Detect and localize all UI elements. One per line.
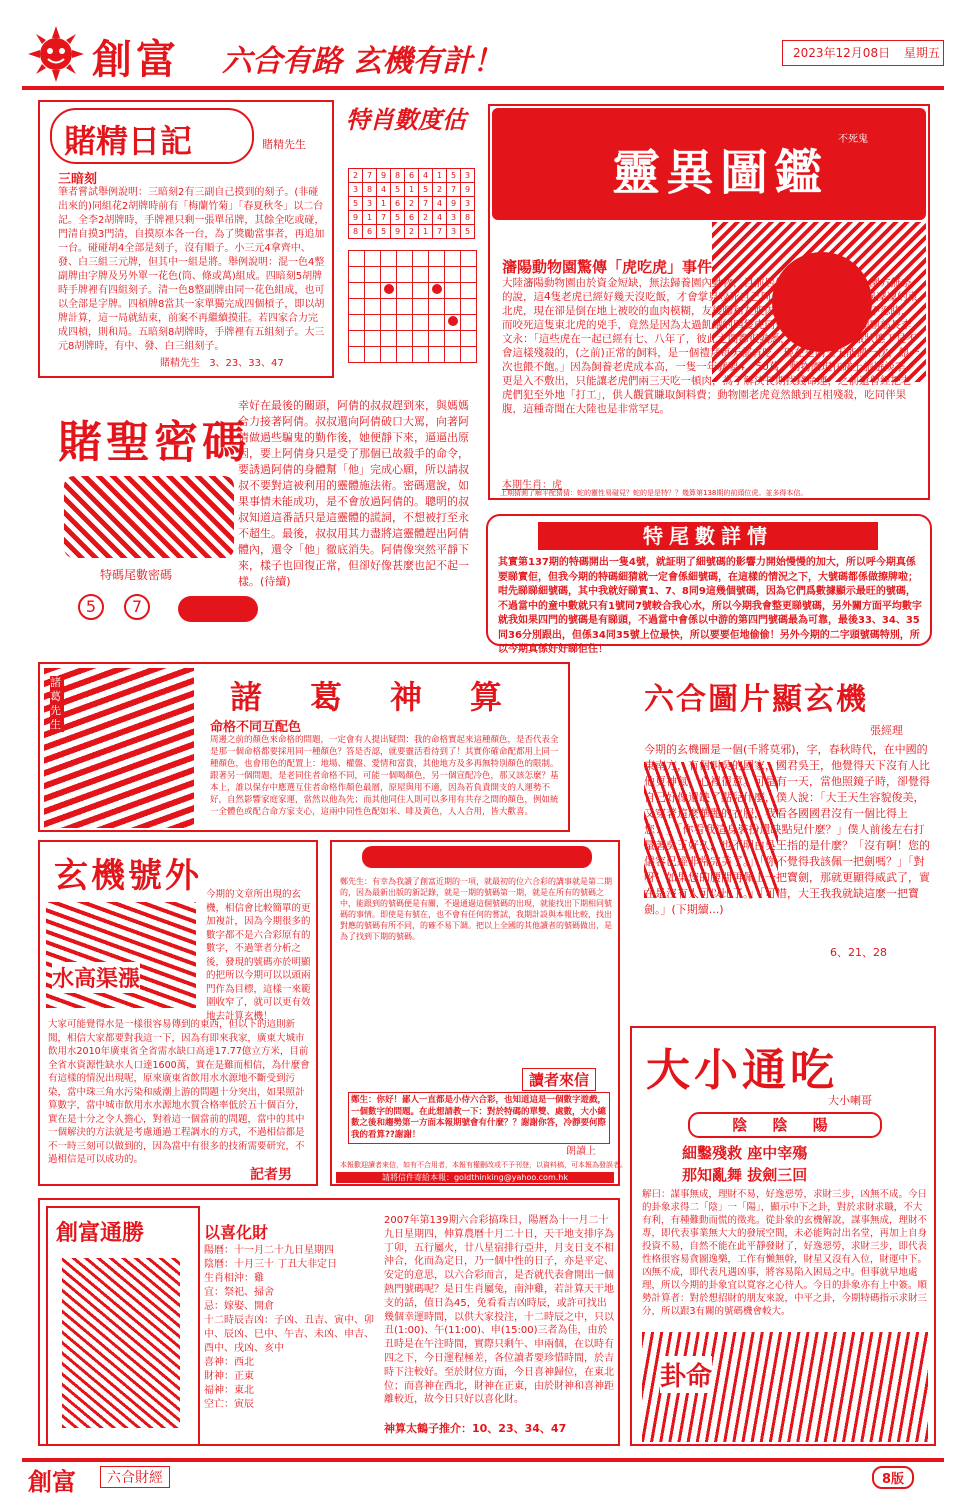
big-eat-title: 大小通吃: [646, 1045, 838, 1096]
diary-body: 筆者嘗試舉例說明：三暗刻2有三副自己摸到的刻子。(非碰出來的)同組花2胡牌時前有「梅蘭竹菊」「春夏秋冬」以二台記。全李2胡牌時，手牌裡只剩一張單吊牌，其餘全吃或碰，門清自摸3門清，自摸原本各一台，為了獎勵當事者，再追加一台。碰碰胡4全部是刻子，沒有順子。小三元4拿齊中、發、白三組三元牌，但其中一組是將。舉例說明：混一色4整副牌由字牌及另外單一花色(筒、條或萬)組成。四暗刻5胡牌時手牌裡有四組刻子。清一色8整副牌由同一花色組成，也可以全部是字牌。四槓牌8當其一家單獨完成四個槓子，即以胡牌計算，這一局就結束，前案不再繼續摸莊。若四家合力完成四槓，則和局。五暗刻8胡牌時，手牌裡有五組刻子。大三元8胡牌時，有中、發、白三組刻子。: [58, 187, 325, 352]
almanac-row: 生肖相沖：雞: [204, 1273, 264, 1284]
almanac-figure: [62, 1258, 180, 1428]
liuhe-body: 今期的玄機圖是一個(千將莫邪)，字，春秋時代，在中國的東南方，有個叫吳的國家，國君吳王，他覺得天下沒有人比他更神氣，心裡很意。可是有一天，當他照鏡子時，卻覺得自己好像還缺了點兒什麼，僕人說：「大王天生容貌俊美，又穿著這麼華麗的衣服，我看各國國君沒有一個比得上您！」「你看我這身裝扮還缺點兒什麼？」僕人前後左右打量著吳王好久，也不明白吳王指的是什麼？「沒有啊！您的儀容已經非常完美了。」「你不覺得我該佩一把劍嗎？」「對呀！如果您的腰間再佩上一把寶劍，那就更顯得威武了，實在是沒有人可以比了。」「可惜，大王我我就缺這麼一把寶劍。」(下期續...): [644, 743, 930, 916]
diary-footer: [160, 354, 284, 369]
almanac-row: 喜神：西北: [204, 1357, 254, 1368]
gamble-number-2: 7: [124, 594, 150, 620]
tewei-box: [486, 514, 932, 655]
xicai-title: 以喜化財: [204, 1223, 269, 1242]
ghost-box: [488, 104, 930, 500]
readers-title: 讀者來信: [522, 1068, 596, 1091]
xuanji-body-top: 今期的文章所出現的玄機，相信會比較簡單的更加複計，因為今期很多的數字都不是六合彩原有的數字，不過筆者分析之後，發現的號碼亦於明顯的把所以今期可以以頭兩門作為目標，這樣一來範圍收窄了，就可以更有效地去計算玄機！: [206, 889, 311, 1022]
diary-box: [38, 100, 334, 378]
footer-brand: 創富: [28, 1467, 76, 1496]
readers-banner: [362, 846, 592, 868]
big-eat-verse-1: 細鑿殘救 座中宰殤: [682, 1144, 808, 1162]
liuhe-numbers: 6、21、28: [830, 946, 887, 959]
xicai-numbers: 神算太鶴子推介：10、23、34、47: [384, 1422, 567, 1435]
gamble-panel: [38, 392, 478, 642]
liuhe-author: 張經理: [870, 724, 903, 737]
xuanji-signature: 記者男: [250, 1167, 292, 1183]
gamble-caption: 特碼尾數密碼: [100, 568, 173, 582]
diary-signature: 賭精先生: [160, 358, 200, 369]
big-eat-body: 解曰：謀事無成，理財不易，好逸惡勞，求財三步，凶無不成。今日的卦象求得二「陰」一「陽」，顯示中下之卦，對於求財求職，不大有利，有種難動而慌的徵兆。從卦象的玄機解說，謀事無成，理財不專，即代表事業無大大的發展空間，未必能夠討出名堂，再加上自身投資不易，自然不能在此平靜發財了，好逸惡勞，求財三步，即代表性格很容易貪圖逸樂，工作有懶無幹，財星又沒有入位，財運中下。凶無不成，即代表凡遇凶事，將容易陷入困局之中。但事就早地處理，所以今期的卦象宜以寬容之心待人。今日的卦象亦有上中簽。順勢計算者：對於想招財的朋友來說，中平之卦，今期特碼指示求財三分，所以跟3有關的號碼機會較大。: [642, 1189, 928, 1317]
ghost-body: 大陸瀋陽動物園由於資金短缺，無法歸養園內動物，目前居然發生虎吃虎事件。園方無奈的說，這4隻老虎已經好幾天沒吃飯，才會掌見咬死自己同伴充飢。平常總是威風凜凜的東北虎，現在卻是倒在地上被咬的血肉模糊，友後腳和左腹內臟手都不見，死狀慘不忍睹，而咬死這隻東北虎的兇手，竟然是因為太過飢餓的四隻虎同伴。瀋陽動物園管理副部長李文永：「這些虎在一起已經有七、八年了，彼此之間都很熟悉，如果不是在飢餓狀態下是不會這樣殘殺的，(之前)正常的飼料，是一個禮拜每天都有吃，現在是兩三天能餵一次，餵一次也餵不飽。」因為飼養老虎成本高，一隻一年就要4、50萬，動物園現在碰上旅遊淡季，更是入不敷出，只能讓老虎們兩三天吃一頓肉，為了解決長期找錢命運，之前還曾經把老虎們犯至外地「打工」，供人觀賞賺取飼料費；動物園老虎竟然餓到互相殘殺，吃同伴果腹，這種奇聞在大陸也是非常罕見。: [502, 277, 920, 415]
tewei-body: 其實第137期的特碼開出一隻4號，就証明了細號碼的影響力開始慢慢的加大，所以呼今期真係要睇實佢，但我今期的特碼細猜就一定會係細號碼，在這樣的情況之下，大號碼都係做擦牌啦；咁先睇睇細號碼，其中我就好睇實1、7、8同9這幾個號碼，因為它們爲數據顯示最旺的號碼，不過當中的童中數就只有1號同7號較合我心水，所以今期我會整更睇號碼，另外關方面平均數字就我如果四門的號碼是有睇頭，不過當中會係以中游的第四門號碼最為可靠，最後33、34、35同36分別跟出，但係34同35號上位最快，所以要要佢地偷偷！另外今期的二字頭號碼特別，所以今期真係好好睇佢住！: [498, 557, 922, 655]
header-date: 2023年12月08日: [793, 46, 891, 60]
big-eat-image: [642, 1332, 928, 1442]
header-weekday: 星期五: [903, 46, 940, 60]
gamble-title: 賭聖密碼: [58, 417, 250, 468]
sun-logo-icon: [26, 24, 86, 82]
ghost-banner: [492, 108, 926, 220]
almanac-row: 財神：正東: [204, 1371, 254, 1382]
readers-highlight: 鄭生：你好！鄙人一直都是小侍六合彩，也知道這是一個數字遊戲，一個數字的問題。在此想請教一下：對於特碼的單雙、處數，大小總數之後和趨勢第一方面本報期號會有什麼？？謝謝你答，冷靜要何際我的看算??謝謝！: [348, 1092, 610, 1144]
zhuge-body: 周邊之前的顏色來命格的問題，一定會有人提出疑問：我的命格實起來這種顏色，是否代表全是那一個命格都要採用同一種顏色？答是否認，就要靈活看待到了！其實你確命配都用上同一種顏色，也會用色的配置上：地場、權盤、愛情和富貴，其他地方及多再無特別顏色的限制。跟著另一個問題，是老同住者命格不同，可能一個喝顏色，另一個宣配冷色，那又該怎麼？基本上，誰以保存中應選互住者命格作顏色最層，原屋與用不適，因為若負責開支的人運勢不好，自然影響家庭家運，當然以他為先；而其他同住人則可以多用有共存之間的顏色，例如統一全體色或配合命方家支心，這兩中同性色配如米、啡及黃色，人人合用，皆大歡喜。: [210, 735, 559, 817]
xicai-body: 2007年第139期六合彩搞珠日，陽曆為十一月二十九日星期四，伸算農曆十月二十日，天干地支排序為丁卯，五行屬火，廿八星宿排行亞井，月支日支不相沖合，化而為定日，乃一個中性的日子，亦是平定、安定的意思，以六合彩而言，是否就代表會開出一個熱門號碼呢？是日生肖屬兔，南沖雞，若計算天干地支的話，值日為45，免看看吉凶時辰，或許可找出幾個幸運時間，以供大家投注，十二時辰之中，只以丑(1:00)、午(11:00)、申(15:00)三者為佳，由於丑時是在午注時間，實際只剩午、申兩個，在以時有四之下，今日運程極差，各位讀者要珍惜時間，於吉時下注較好。至於財位方面，今日喜神歸位，在東北位；而喜神在西北，財神在正東，由於財神和喜神距離較近，故今日只好以喜化財。: [384, 1215, 614, 1406]
almanac-row: 十二時辰吉凶：子凶、丑吉、寅中、卯中、辰凶、巳中、午吉、未凶、申吉、酉中、戌凶、亥中: [204, 1315, 374, 1354]
diary-author: 賭精先生: [262, 138, 306, 151]
almanac-row: 福神：東北: [204, 1385, 254, 1396]
brand-name: 創富: [92, 36, 180, 83]
big-eat-signs: 陰 陰 陽: [688, 1112, 882, 1138]
footer-page: 8版: [872, 1466, 914, 1489]
readers-body: 鄭先生：有幸為我讀了創富近期的一項，就最初的位六合彩的講事就是第二期的，因為最新出版的新記錄，就是一期的號碼第一期，就是在所有的號碼之中，能跟到的號碼便是有關，不過通過這個號碼的出現，就能找出下期相同號碼的事情。即使是有號在，也不會有任何的嘗試，我期計設與本報比較，找出對應的號碼有所不同，的確不易下調。把以上全國的其他讀者的號碼做出，是為了找到下期的號碼。: [340, 877, 612, 941]
tewei-title: 特尾數詳情: [538, 522, 878, 550]
zhuge-side: 諸葛先生: [50, 676, 64, 732]
zhuge-box: [38, 662, 570, 832]
ghost-headline: 瀋陽動物園驚傳「虎吃虎」事件: [502, 258, 713, 276]
almanac-row: 陰曆：十月三十 丁丑大非定日: [204, 1259, 338, 1270]
xuanji-image-title: 水高渠漲: [52, 962, 140, 993]
zhuge-subtitle: 命格不同互配色: [210, 720, 302, 735]
ghost-title: 靈異圖鑑: [612, 145, 829, 201]
big-eat-box: [630, 1026, 936, 1446]
liuhe-panel: [630, 662, 936, 962]
xuanji-box: [38, 840, 318, 1186]
xuanji-image: [46, 902, 196, 1008]
sudoku-bottom: [348, 250, 477, 363]
big-eat-stamp: 卦命: [660, 1356, 712, 1393]
liuhe-title: 六合圖片顯玄機: [644, 682, 868, 717]
readers-box: [330, 840, 627, 1186]
tebiao-panel: [346, 100, 478, 370]
zhuge-title: 諸葛神算: [230, 678, 551, 716]
tebiao-title: 特肖數度估: [346, 105, 466, 134]
gamble-body: 幸好在最後的關頭，阿倩的叔叔趕到來，與媽媽合力接著阿倩。叔叔還向阿倩破口大罵，向著阿倩做過些騙鬼的勤作後，她便靜下來，逼逼出原因，要上阿倩身只是受了那個已故殺手的命令，要誘過阿倩的身體幫「他」完成心願，所以請叔叔不要對這被利用的靈體施法術。密碼還說，如果事情未能成功，是不會放過阿倩的。聰明的叔叔知道這番話只是這靈體的謊詞，不想被打至永不超生。最後，叔叔用其力盡將這靈體趕出阿倩體內，還令「他」徹底消失。阿倩像突然平靜下來，樣子也回復正常，但卻好像甚麼也記不起一樣。(待續): [238, 399, 469, 588]
xicai-table: [204, 1244, 378, 1412]
date-box: [782, 40, 944, 66]
almanac-row: 忌：嫁娶、開倉: [204, 1301, 274, 1312]
footer-bar: [22, 1458, 944, 1494]
sudoku-top: 2 7 9 8 6 4 1 5 3 3 8 4 5 1 5 2 7 9 5 3 1 6 2 7 4 9 3 9 1 7 5 6 2 4 3 8 8 6 5 9 2 1 7 3 5: [348, 168, 475, 239]
header-bar: [22, 22, 944, 90]
big-eat-verse-2: 那知亂舞 拔劍三回: [682, 1166, 808, 1184]
readers-email: 請將信件寄給本報：goldthinking@yahoo.com.hk: [336, 1172, 614, 1183]
ghost-footnote: 上期猜測了解平配猜猜：蛇的靈性易碰見？蛇的是是特？？幾算第138期的前頭位虎。並多得本信。: [500, 489, 808, 497]
almanac-title: 創富通勝: [56, 1220, 145, 1246]
header-slogan: 六合有路 玄機有計！: [222, 44, 503, 79]
gamble-number-1: 5: [78, 594, 104, 620]
almanac-row: 陽曆：十一月二十九日星期四: [204, 1245, 334, 1256]
zhuge-portrait: [44, 668, 194, 828]
footer-tag: 六合財經: [100, 1466, 170, 1488]
dice-image: [64, 476, 234, 558]
almanac-row: 宜：祭祀、掃舍: [204, 1287, 274, 1298]
xuanji-body: 大家可能覺得水是一樣很容易傳到的東西，但以下的這則新聞，相信大家都要對我這一下，因為有即來我家，廣東大城市飲用水2010年廣東省全省需水缺口高達17.77億立方米，目前全省水資源性缺水人口達1600萬，實在是難而相信，為什麼會有這樣的情況出現呢，原來廣東省飲用水水源地不斷受到污染，當中珠三角水污染和威潮上游的問題十分突出，如果照計算數字，當中城市飲用水水源地水質合格率低於五十個百分，實在是十分之令人擔心，對着這一個當前的問題，當中的其中一個解決的方法就是考慮通過工程調水的方式，不過相信都是不一時三刻可以做到的，因為當中有很多的技術需要研究，不過相信是可以成功的。: [48, 1019, 310, 1165]
readers-note: 本報歡迎讀者來信，如有不合用者，本報有權刪改或不予刊登，以資料稿，可本報為發誤者。: [340, 1161, 627, 1169]
xuanji-title: 玄機號外: [54, 856, 202, 896]
diary-subtitle: 三暗刻: [58, 172, 98, 187]
diary-title: 賭精日記: [50, 108, 254, 164]
xicai-box: [38, 1198, 620, 1446]
diary-numbers: 3、23、33、47: [209, 358, 284, 369]
ghost-author: 不死鬼: [838, 134, 868, 145]
readers-signoff: 朗讀上: [566, 1146, 596, 1157]
almanac-image: [46, 1206, 200, 1446]
big-eat-author: 大小喇哥: [828, 1094, 872, 1107]
ghost-caption-tail: 本期生肖：虎: [502, 480, 562, 491]
almanac-row: 空亡：寅辰: [204, 1399, 254, 1410]
